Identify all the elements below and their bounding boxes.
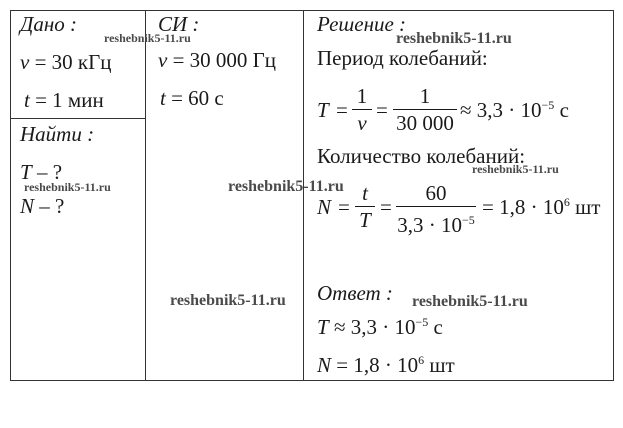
- si-time: t = 60 с: [160, 86, 224, 110]
- answer-count: $N = 1,8 \cdot 10^6$ шт: [317, 353, 455, 377]
- count-result: = $1,8 \cdot 10^6$ шт: [482, 195, 601, 219]
- watermark-6: reshebnik5-11.ru: [170, 292, 286, 309]
- given-header: Дано :: [20, 12, 78, 36]
- count-fraction-1: t T: [355, 181, 375, 232]
- find-header: Найти :: [20, 122, 95, 146]
- watermark-2: reshebnik5-11.ru: [396, 30, 512, 47]
- given-time: t = 1 мин: [24, 88, 104, 112]
- watermark-5: reshebnik5-11.ru: [472, 162, 559, 176]
- column-divider-left: [145, 10, 146, 381]
- si-header: СИ :: [158, 12, 200, 36]
- given-find-divider: [10, 118, 146, 119]
- given-frequency: ν = 30 кГц: [20, 50, 112, 74]
- period-result: ≈ $3,3 \cdot 10^{-5}$ с: [460, 98, 569, 122]
- count-lhs: N: [317, 195, 332, 219]
- count-eq1: =: [338, 195, 350, 219]
- count-eq2: =: [380, 195, 392, 219]
- period-fraction-1: 1 ν: [352, 84, 372, 135]
- period-eq2: =: [376, 98, 388, 122]
- count-label: Количество колебаний:: [317, 144, 526, 168]
- solution-header: Решение :: [317, 12, 407, 36]
- answer-header: Ответ :: [317, 281, 393, 305]
- watermark-3: reshebnik5-11.ru: [24, 180, 111, 194]
- count-fraction-2: 60 $3,3 \cdot 10^{-5}$: [397, 181, 475, 237]
- period-lhs: T: [317, 98, 329, 122]
- period-eq1: =: [336, 98, 348, 122]
- si-frequency: ν = 30 000 Гц: [158, 48, 277, 72]
- watermark-7: reshebnik5-11.ru: [412, 293, 528, 310]
- find-count: N – ?: [20, 194, 65, 218]
- watermark-1: reshebnik5-11.ru: [104, 31, 191, 45]
- watermark-4: reshebnik5-11.ru: [228, 178, 344, 195]
- find-period: T – ?: [20, 160, 63, 184]
- answer-period: $T \approx 3,3 \cdot 10^{-5}$ с: [317, 315, 443, 339]
- period-label: Период колебаний:: [317, 46, 488, 70]
- period-fraction-2: 1 30 000: [393, 84, 457, 135]
